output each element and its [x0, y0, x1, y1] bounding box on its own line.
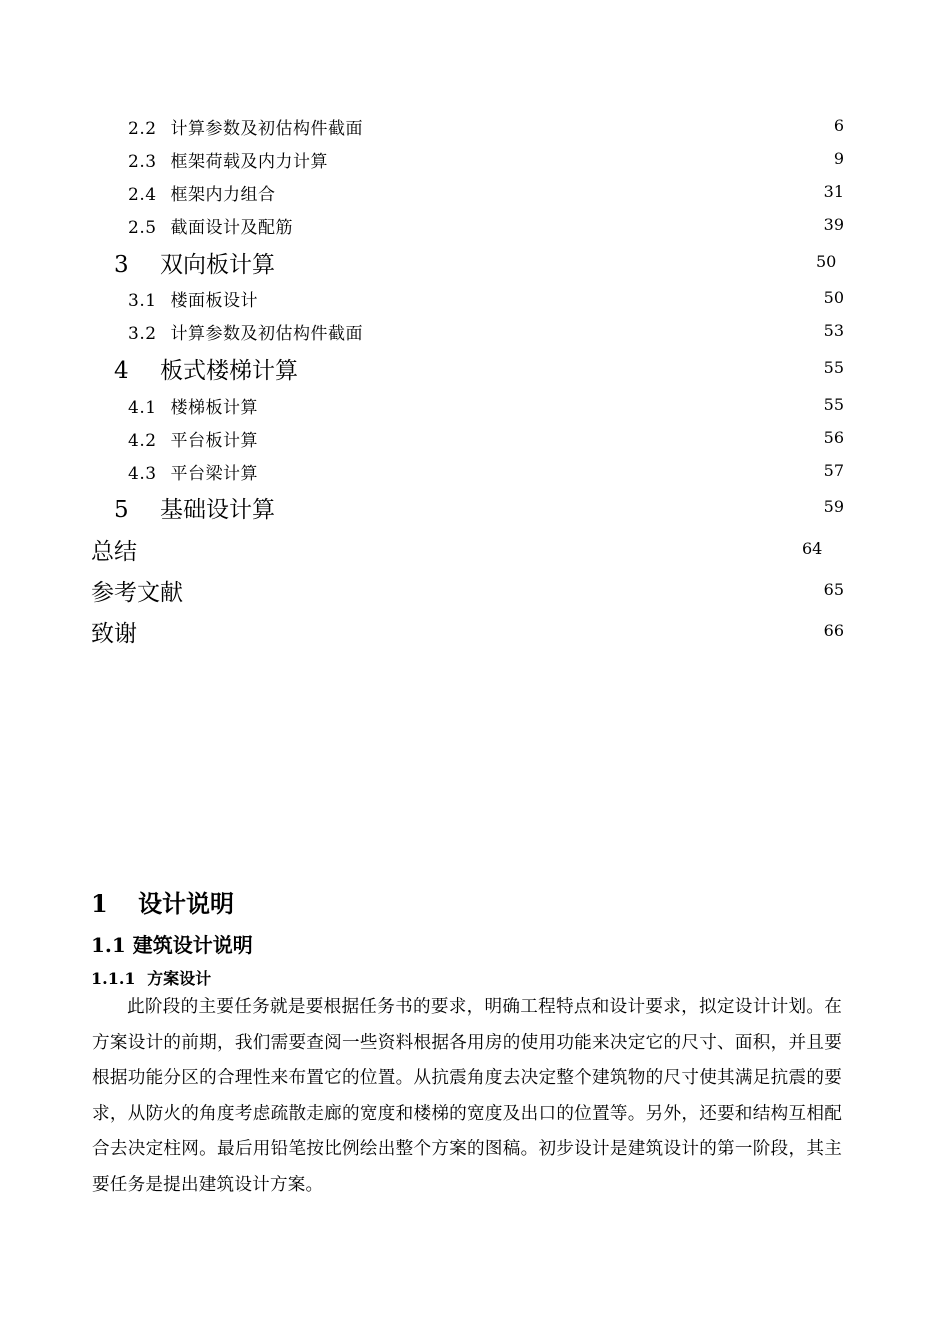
toc-top-title: 总结: [91, 539, 137, 565]
toc-chapter-title: 双向板计算: [159, 252, 275, 278]
toc-entry-2-4[interactable]: [128, 180, 275, 205]
toc-summary[interactable]: [91, 533, 137, 566]
section-heading-1-1-1: [91, 966, 211, 989]
toc-chapter-title: 基础设计算: [159, 497, 275, 523]
toc-entry-4-2[interactable]: [128, 426, 258, 451]
toc-entry-title: 框架内力组合: [170, 185, 276, 205]
toc-chapter-number: 3: [114, 252, 129, 278]
toc-entry-title: 计算参数及初估构件截面: [170, 324, 363, 344]
heading-title: 方案设计: [147, 969, 212, 988]
toc-entry-number: 2.4: [128, 185, 157, 205]
toc-entry-number: 3.2: [128, 324, 157, 344]
toc-page-number: 57: [823, 461, 844, 480]
toc-page-number: 66: [823, 621, 844, 640]
toc-entry-title: 截面设计及配筋: [170, 218, 293, 238]
toc-entry-title: 计算参数及初估构件截面: [170, 119, 363, 139]
toc-thanks[interactable]: [91, 615, 137, 648]
toc-page-number: 55: [823, 358, 844, 377]
toc-entry-3-2[interactable]: [128, 319, 363, 344]
toc-references[interactable]: [91, 574, 183, 607]
toc-entry-title: 框架荷载及内力计算: [170, 152, 328, 172]
toc-chapter-5[interactable]: [114, 491, 275, 524]
toc-entry-title: 平台梁计算: [170, 464, 258, 484]
heading-number: 1: [91, 889, 108, 918]
toc-entry-title: 楼梯板计算: [170, 398, 258, 418]
toc-entry-number: 4.2: [128, 431, 157, 451]
toc-top-title: 致谢: [91, 621, 137, 647]
toc-page-number: 9: [833, 149, 844, 168]
toc-chapter-3[interactable]: [114, 246, 275, 279]
toc-entry-4-3[interactable]: [128, 459, 258, 484]
toc-entry-title: 楼面板设计: [170, 291, 258, 311]
toc-page-number: 50: [816, 252, 837, 271]
toc-page-number: 55: [823, 395, 844, 414]
toc-entry-number: 4.1: [128, 398, 157, 418]
toc-entry-4-1[interactable]: [128, 393, 258, 418]
toc-entry-number: 2.3: [128, 152, 157, 172]
body-paragraph: 此阶段的主要任务就是要根据任务书的要求，明确工程特点和设计要求，拟定设计计划。在方案设计的前期，我们需要查阅一些资料根据各用房的使用功能来决定它的尺寸、面积，并且要根据功能分区的合理性来布置它的位置。从抗震角度去决定整个建筑物的尺寸使其满足抗震的要求，从防火的角度考虑疏散走廊的宽度和楼梯的宽度及出口的位置等。另外，还要和结构互相配合去决定柱网。最后用铅笔按比例绘出整个方案的图稿。初步设计是建筑设计的第一阶段，其主要任务是提出建筑设计方案。: [92, 997, 842, 1195]
heading-number: 1.1.1: [91, 969, 136, 988]
toc-page-number: 65: [823, 580, 844, 599]
toc-chapter-number: 5: [114, 497, 129, 523]
section-heading-1-1: 1.1 建筑设计说明: [91, 933, 253, 957]
toc-page-number: 39: [823, 215, 844, 234]
toc-chapter-4[interactable]: [114, 352, 298, 385]
toc-entry-number: 4.3: [128, 464, 157, 484]
toc-page-number: 64: [802, 539, 823, 558]
toc-page-number: 6: [833, 116, 844, 135]
toc-chapter-number: 4: [114, 358, 129, 384]
toc-page-number: 53: [823, 321, 844, 340]
toc-page-number: 56: [823, 428, 844, 447]
toc-entry-number: 3.1: [128, 291, 157, 311]
toc-entry-title: 平台板计算: [170, 431, 258, 451]
toc-chapter-title: 板式楼梯计算: [159, 358, 298, 384]
section-heading-1: [91, 884, 234, 919]
toc-page-number: 59: [823, 497, 844, 516]
heading-title: 设计说明: [138, 889, 235, 918]
toc-entry-2-2[interactable]: [128, 114, 363, 139]
toc-entry-number: 2.2: [128, 119, 157, 139]
toc-page-number: 50: [823, 288, 844, 307]
toc-entry-number: 2.5: [128, 218, 157, 238]
toc-entry-3-1[interactable]: [128, 286, 258, 311]
toc-entry-2-5[interactable]: [128, 213, 293, 238]
toc-entry-2-3[interactable]: [128, 147, 328, 172]
toc-top-title: 参考文献: [91, 580, 183, 606]
toc-page-number: 31: [823, 182, 844, 201]
